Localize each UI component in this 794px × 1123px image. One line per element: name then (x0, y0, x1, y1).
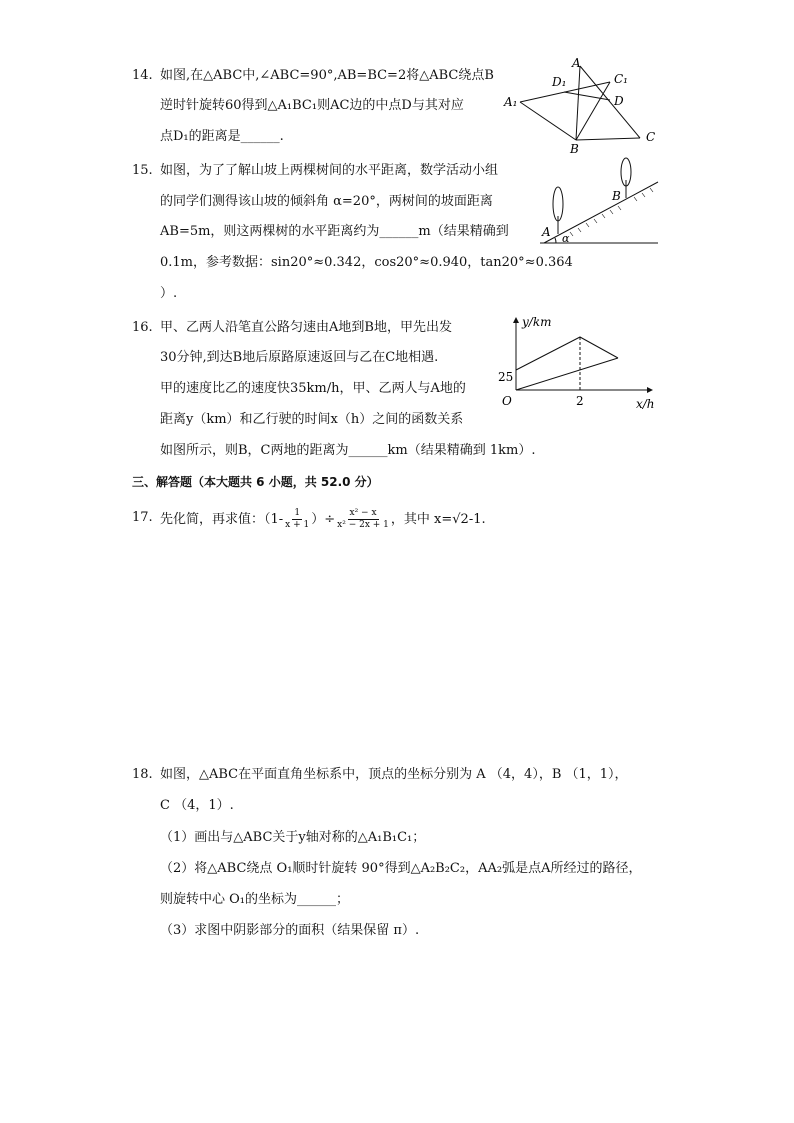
fraction-2 (337, 508, 389, 531)
question-number: 15. (132, 163, 153, 178)
segment-AB (576, 66, 580, 140)
line-yi (516, 358, 618, 390)
fraction-numerator: x² − x (349, 508, 377, 518)
label-B: B (612, 189, 621, 203)
label-A: A (572, 56, 581, 70)
slope-trees-figure (536, 150, 662, 250)
line-jia (516, 337, 618, 370)
expr-prefix: 先化简，再求值：（1- (160, 512, 284, 527)
segment-BC1 (576, 82, 610, 140)
rotated-triangle-figure (498, 56, 666, 156)
question-text-line: 如图所示，则B，C两地的距离为______km（结果精确到 1km）. (160, 443, 536, 458)
fraction-denominator: x² − 2x + 1 (337, 520, 389, 530)
question-text-line: 30分钟,到达B地后原路原速返回与乙在C地相遇. (160, 350, 439, 365)
question-text-line: 的同学们测得该山坡的倾斜角 α=20°，两树间的坡面距离 (160, 194, 493, 209)
x-axis-label: x/h (636, 397, 655, 411)
distance-time-graph (496, 310, 664, 414)
fraction-1 (285, 508, 309, 531)
expr-suffix: ，其中 x=√2-1. (390, 512, 486, 527)
label-D: D (614, 94, 624, 108)
question-number: 14. (132, 68, 153, 83)
question-text-line (160, 508, 486, 531)
segment-BC (576, 138, 640, 140)
label-A: A (542, 225, 551, 239)
question-part-3: （3）求图中阴影部分的面积（结果保留 π）. (160, 923, 420, 938)
question-text-line: 如图，为了了解山坡上两棵树间的水平距离，数学活动小组 (160, 163, 499, 178)
question-part-2: （2）将△ABC绕点 O₁顺时针旋转 90°得到△A₂B₂C₂，AA₂弧是点A所经过的路径， (160, 861, 642, 876)
tree-A-crown (553, 187, 563, 221)
question-part-1: （1）画出与△ABC关于y轴对称的△A₁B₁C₁； (160, 830, 426, 845)
question-text-line: 甲的速度比乙的速度快35km/h，甲、乙两人与A地的 (160, 381, 466, 396)
y-axis-label: y/km (522, 315, 552, 329)
question-text-line: C （4，1）. (160, 798, 234, 813)
section-heading: 三、解答题（本大题共 6 小题，共 52.0 分） (132, 475, 379, 489)
angle-arc (555, 238, 556, 243)
y-tick-label: 25 (498, 370, 514, 384)
question-text-line: 如图，△ABC在平面直角坐标系中，顶点的坐标分别为 A （4，4），B （1，1）， (160, 767, 628, 782)
segment-A1B (520, 102, 576, 140)
fraction-denominator: x + 1 (285, 520, 310, 530)
label-C1: C₁ (614, 72, 628, 86)
label-C: C (646, 130, 656, 144)
label-A1: A₁ (504, 95, 518, 109)
question-text-line: 0.1m，参考数据：sin20°≈0.342，cos20°≈0.940，tan20°≈0.364 (160, 255, 573, 270)
question-number: 18. (132, 767, 153, 782)
question-text-line: ）. (160, 286, 178, 301)
question-text-line: 甲、乙两人沿笔直公路匀速由A地到B地，甲先出发 (160, 320, 452, 335)
x-tick-label: 2 (576, 394, 584, 408)
fraction-numerator: 1 (294, 508, 301, 518)
label-alpha: α (562, 232, 570, 245)
question-text-line: 如图,在△ABC中,∠ABC=90°,AB=BC=2将△ABC绕点B (160, 68, 494, 83)
question-number: 16. (132, 320, 153, 335)
question-text-line: 点D₁的距离是______. (160, 129, 284, 144)
label-B: B (570, 142, 579, 156)
origin-label: O (502, 394, 512, 408)
question-number: 17. (132, 510, 153, 525)
label-D1: D₁ (552, 75, 567, 89)
question-text-line: 逆时针旋转60得到△A₁BC₁则AC边的中点D与其对应 (160, 98, 464, 113)
segment-AC (580, 66, 640, 138)
question-part-2-cont: 则旋转中心 O₁的坐标为______； (160, 892, 350, 907)
question-text-line: 距离y（km）和乙行驶的时间x（h）之间的函数关系 (160, 412, 464, 427)
expr-mid: ）÷ (311, 512, 336, 527)
question-text-line: AB=5m，则这两棵树的水平距离约为______m（结果精确到 (160, 224, 509, 239)
